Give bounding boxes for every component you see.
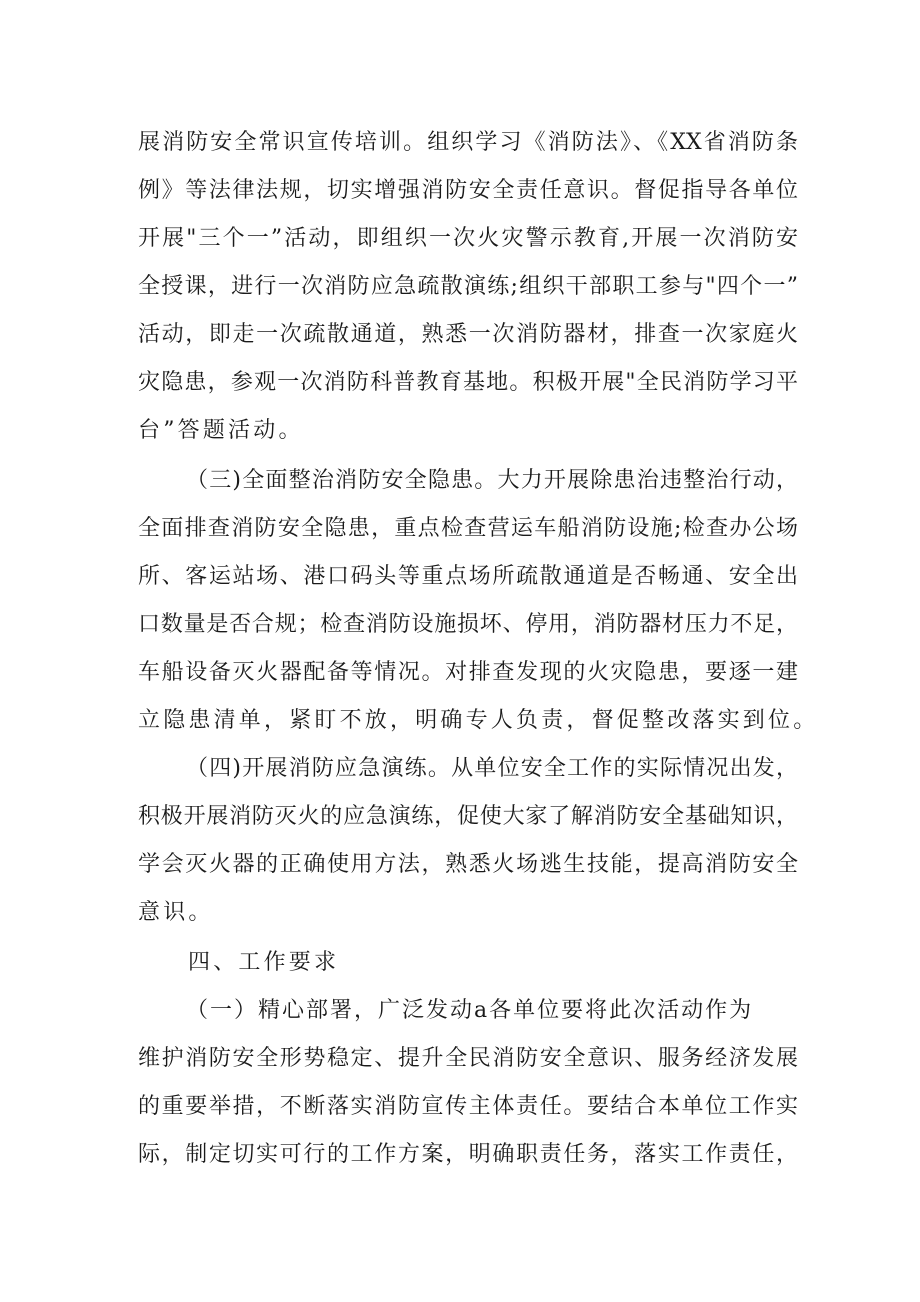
- text-line: （四)开展消防应急演练。从单位安全工作的实际情况出发，: [186, 756, 798, 781]
- text-line: 学会灭火器的正确使用方法，熟悉火场逃生技能，提高消防安全: [138, 852, 798, 877]
- text-line: 开展"三个一”活动，即组织一次火灾警示教育,开展一次消防安: [138, 226, 798, 251]
- text-line: 立隐患清单，紧盯不放，明确专人负责，督促整改落实到位。: [138, 708, 819, 733]
- text-line: 维护消防安全形势稳定、提升全民消防安全意识、服务经济发展: [138, 1046, 798, 1071]
- text-line: （三)全面整治消防安全隐患。大力开展除患治违整治行动，: [186, 468, 798, 493]
- text-line: 所、客运站场、港口码头等重点场所疏散通道是否畅通、安全出: [138, 564, 798, 589]
- text-line: 意识。: [138, 900, 214, 925]
- text-line: 际，制定切实可行的工作方案，明确职责任务，落实工作责任，: [138, 1142, 798, 1167]
- text-line: （一）精心部署，广泛发动a各单位要将此次活动作为: [186, 998, 754, 1023]
- text-line: 台”答题活动。: [138, 418, 304, 443]
- text-line: 灾隐患，参观一次消防科普教育基地。积极开展"全民消防学习平: [138, 370, 798, 395]
- section-heading: 四、工作要求: [188, 950, 340, 975]
- text-line: 积极开展消防灭火的应急演练，促使大家了解消防安全基础知识，: [138, 804, 798, 829]
- text-line: 口数量是否合规；检查消防设施损坏、停用，消防器材压力不足，: [138, 612, 798, 637]
- text-line: 展消防安全常识宣传培训。组织学习《消防法》、《XX省消防条: [138, 130, 798, 155]
- text-line: 全面排查消防安全隐患，重点检查营运车船消防设施;检查办公场: [138, 516, 798, 541]
- text-line: 的重要举措，不断落实消防宣传主体责任。要结合本单位工作实: [138, 1094, 798, 1119]
- text-line: 全授课，进行一次消防应急疏散演练;组织干部职工参与"四个一”: [138, 274, 798, 299]
- text-line: 活动，即走一次疏散通道，熟悉一次消防器材，排查一次家庭火: [138, 322, 798, 347]
- text-line: 例》等法律法规，切实增强消防安全责任意识。督促指导各单位: [138, 178, 798, 203]
- text-line: 车船设备灭火器配备等情况。对排查发现的火灾隐患，要逐一建: [138, 660, 798, 685]
